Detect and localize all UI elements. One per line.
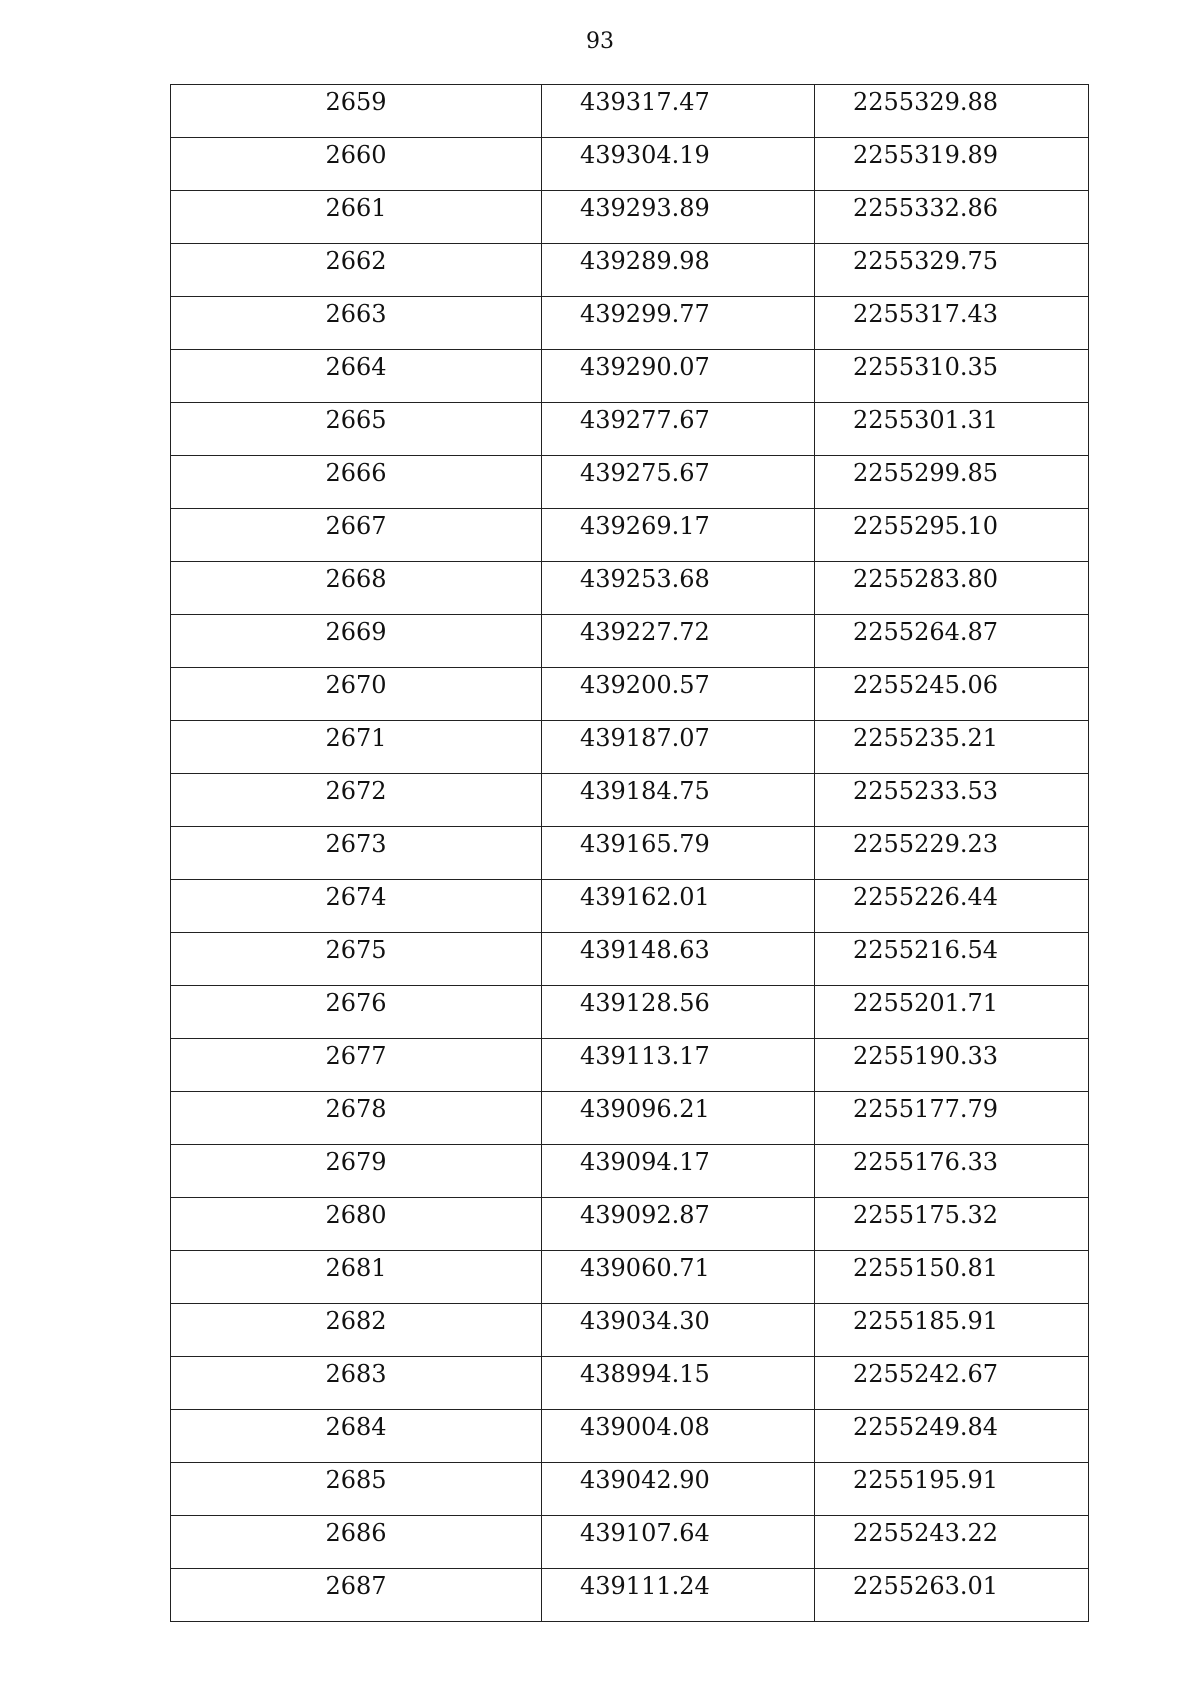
x-coordinate-cell (542, 615, 815, 668)
table-row (171, 244, 1089, 297)
table-row (171, 456, 1089, 509)
cell-value: 439299.77 (580, 300, 710, 328)
cell-value: 2665 (325, 406, 387, 434)
cell-value: 2255301.31 (853, 406, 999, 434)
y-coordinate-cell (815, 191, 1089, 244)
x-coordinate-cell (542, 1410, 815, 1463)
cell-value: 439304.19 (580, 141, 710, 169)
cell-value: 2255216.54 (853, 936, 999, 964)
cell-value: 439004.08 (580, 1413, 710, 1441)
cell-value: 2255190.33 (853, 1042, 999, 1070)
y-coordinate-cell (815, 774, 1089, 827)
table-row (171, 350, 1089, 403)
y-coordinate-cell (815, 1516, 1089, 1569)
table-row (171, 1463, 1089, 1516)
coordinates-table (170, 84, 1089, 1622)
x-coordinate-cell (542, 986, 815, 1039)
table-row (171, 1569, 1089, 1622)
table-row (171, 1357, 1089, 1410)
cell-value: 2255185.91 (853, 1307, 999, 1335)
table-row (171, 403, 1089, 456)
y-coordinate-cell (815, 509, 1089, 562)
y-coordinate-cell (815, 1463, 1089, 1516)
y-coordinate-cell (815, 1357, 1089, 1410)
cell-value: 2686 (325, 1519, 387, 1547)
x-coordinate-cell (542, 1463, 815, 1516)
table-row (171, 1198, 1089, 1251)
cell-value: 2255226.44 (853, 883, 999, 911)
x-coordinate-cell (542, 668, 815, 721)
cell-value: 2670 (325, 671, 387, 699)
x-coordinate-cell (542, 562, 815, 615)
y-coordinate-cell (815, 721, 1089, 774)
y-coordinate-cell (815, 615, 1089, 668)
x-coordinate-cell (542, 297, 815, 350)
point-number-cell (171, 403, 542, 456)
point-number-cell (171, 1569, 542, 1622)
table-row (171, 297, 1089, 350)
x-coordinate-cell (542, 1145, 815, 1198)
cell-value: 2255329.88 (853, 88, 999, 116)
table-row (171, 1039, 1089, 1092)
table-row (171, 615, 1089, 668)
x-coordinate-cell (542, 1198, 815, 1251)
cell-value: 439111.24 (580, 1572, 710, 1600)
y-coordinate-cell (815, 1145, 1089, 1198)
cell-value: 2255299.85 (853, 459, 999, 487)
cell-value: 2683 (325, 1360, 387, 1388)
cell-value: 2255233.53 (853, 777, 999, 805)
point-number-cell (171, 1251, 542, 1304)
y-coordinate-cell (815, 1039, 1089, 1092)
x-coordinate-cell (542, 191, 815, 244)
y-coordinate-cell (815, 403, 1089, 456)
x-coordinate-cell (542, 509, 815, 562)
cell-value: 2663 (325, 300, 387, 328)
point-number-cell (171, 562, 542, 615)
cell-value: 439094.17 (580, 1148, 710, 1176)
cell-value: 439269.17 (580, 512, 710, 540)
y-coordinate-cell (815, 668, 1089, 721)
point-number-cell (171, 1304, 542, 1357)
cell-value: 2668 (325, 565, 387, 593)
cell-value: 2255310.35 (853, 353, 999, 381)
cell-value: 2682 (325, 1307, 387, 1335)
cell-value: 2255242.67 (853, 1360, 999, 1388)
cell-value: 2255319.89 (853, 141, 999, 169)
point-number-cell (171, 986, 542, 1039)
point-number-cell (171, 721, 542, 774)
cell-value: 2666 (325, 459, 387, 487)
cell-value: 2661 (325, 194, 387, 222)
y-coordinate-cell (815, 1304, 1089, 1357)
cell-value: 439148.63 (580, 936, 710, 964)
point-number-cell (171, 1145, 542, 1198)
cell-value: 2671 (325, 724, 387, 752)
y-coordinate-cell (815, 827, 1089, 880)
y-coordinate-cell (815, 880, 1089, 933)
cell-value: 439165.79 (580, 830, 710, 858)
cell-value: 2669 (325, 618, 387, 646)
x-coordinate-cell (542, 350, 815, 403)
cell-value: 2255283.80 (853, 565, 999, 593)
y-coordinate-cell (815, 1198, 1089, 1251)
table-row (171, 986, 1089, 1039)
cell-value: 439317.47 (580, 88, 710, 116)
cell-value: 2255201.71 (853, 989, 999, 1017)
cell-value: 438994.15 (580, 1360, 710, 1388)
point-number-cell (171, 668, 542, 721)
cell-value: 2678 (325, 1095, 387, 1123)
table-row (171, 933, 1089, 986)
cell-value: 2255295.10 (853, 512, 999, 540)
point-number-cell (171, 880, 542, 933)
table-row (171, 668, 1089, 721)
cell-value: 2255245.06 (853, 671, 999, 699)
cell-value: 439289.98 (580, 247, 710, 275)
point-number-cell (171, 1092, 542, 1145)
cell-value: 2662 (325, 247, 387, 275)
x-coordinate-cell (542, 1092, 815, 1145)
y-coordinate-cell (815, 297, 1089, 350)
y-coordinate-cell (815, 933, 1089, 986)
cell-value: 2672 (325, 777, 387, 805)
cell-value: 439092.87 (580, 1201, 710, 1229)
y-coordinate-cell (815, 138, 1089, 191)
cell-value: 439034.30 (580, 1307, 710, 1335)
table-row (171, 138, 1089, 191)
cell-value: 2679 (325, 1148, 387, 1176)
cell-value: 2660 (325, 141, 387, 169)
point-number-cell (171, 85, 542, 138)
cell-value: 2255264.87 (853, 618, 999, 646)
x-coordinate-cell (542, 1304, 815, 1357)
y-coordinate-cell (815, 986, 1089, 1039)
table-row (171, 562, 1089, 615)
cell-value: 2680 (325, 1201, 387, 1229)
point-number-cell (171, 509, 542, 562)
point-number-cell (171, 933, 542, 986)
point-number-cell (171, 350, 542, 403)
x-coordinate-cell (542, 880, 815, 933)
cell-value: 2681 (325, 1254, 387, 1282)
table-row (171, 1304, 1089, 1357)
x-coordinate-cell (542, 1569, 815, 1622)
x-coordinate-cell (542, 138, 815, 191)
table-row (171, 1410, 1089, 1463)
cell-value: 2255175.32 (853, 1201, 999, 1229)
cell-value: 2255332.86 (853, 194, 999, 222)
x-coordinate-cell (542, 933, 815, 986)
x-coordinate-cell (542, 1516, 815, 1569)
cell-value: 2255249.84 (853, 1413, 999, 1441)
point-number-cell (171, 138, 542, 191)
cell-value: 2659 (325, 88, 387, 116)
table-row (171, 1092, 1089, 1145)
page-number: 93 (586, 29, 614, 54)
table-row (171, 774, 1089, 827)
point-number-cell (171, 1410, 542, 1463)
y-coordinate-cell (815, 562, 1089, 615)
cell-value: 2684 (325, 1413, 387, 1441)
x-coordinate-cell (542, 403, 815, 456)
cell-value: 2677 (325, 1042, 387, 1070)
cell-value: 2255317.43 (853, 300, 999, 328)
table-row (171, 1251, 1089, 1304)
cell-value: 2255195.91 (853, 1466, 999, 1494)
y-coordinate-cell (815, 1251, 1089, 1304)
table-row (171, 509, 1089, 562)
cell-value: 2687 (325, 1572, 387, 1600)
x-coordinate-cell (542, 1039, 815, 1092)
y-coordinate-cell (815, 244, 1089, 297)
cell-value: 439060.71 (580, 1254, 710, 1282)
point-number-cell (171, 774, 542, 827)
point-number-cell (171, 244, 542, 297)
point-number-cell (171, 1039, 542, 1092)
x-coordinate-cell (542, 85, 815, 138)
cell-value: 2255177.79 (853, 1095, 999, 1123)
cell-value: 439275.67 (580, 459, 710, 487)
cell-value: 439162.01 (580, 883, 710, 911)
cell-value: 439293.89 (580, 194, 710, 222)
point-number-cell (171, 1357, 542, 1410)
cell-value: 439227.72 (580, 618, 710, 646)
y-coordinate-cell (815, 1092, 1089, 1145)
cell-value: 2673 (325, 830, 387, 858)
cell-value: 2685 (325, 1466, 387, 1494)
table-row (171, 880, 1089, 933)
cell-value: 2664 (325, 353, 387, 381)
x-coordinate-cell (542, 244, 815, 297)
cell-value: 439290.07 (580, 353, 710, 381)
y-coordinate-cell (815, 1569, 1089, 1622)
cell-value: 439113.17 (580, 1042, 710, 1070)
cell-value: 2255263.01 (853, 1572, 999, 1600)
x-coordinate-cell (542, 774, 815, 827)
cell-value: 2255235.21 (853, 724, 999, 752)
point-number-cell (171, 297, 542, 350)
x-coordinate-cell (542, 721, 815, 774)
cell-value: 439253.68 (580, 565, 710, 593)
x-coordinate-cell (542, 456, 815, 509)
cell-value: 2674 (325, 883, 387, 911)
cell-value: 439107.64 (580, 1519, 710, 1547)
y-coordinate-cell (815, 85, 1089, 138)
cell-value: 2676 (325, 989, 387, 1017)
table-row (171, 191, 1089, 244)
cell-value: 439200.57 (580, 671, 710, 699)
cell-value: 2255176.33 (853, 1148, 999, 1176)
cell-value: 2255243.22 (853, 1519, 999, 1547)
cell-value: 439042.90 (580, 1466, 710, 1494)
table-row (171, 1145, 1089, 1198)
point-number-cell (171, 827, 542, 880)
cell-value: 439277.67 (580, 406, 710, 434)
cell-value: 2255329.75 (853, 247, 999, 275)
x-coordinate-cell (542, 827, 815, 880)
y-coordinate-cell (815, 350, 1089, 403)
point-number-cell (171, 1463, 542, 1516)
cell-value: 439184.75 (580, 777, 710, 805)
y-coordinate-cell (815, 1410, 1089, 1463)
cell-value: 2675 (325, 936, 387, 964)
table-row (171, 1516, 1089, 1569)
point-number-cell (171, 191, 542, 244)
table-row (171, 85, 1089, 138)
table-row (171, 827, 1089, 880)
table-row (171, 721, 1089, 774)
y-coordinate-cell (815, 456, 1089, 509)
point-number-cell (171, 615, 542, 668)
point-number-cell (171, 1198, 542, 1251)
coordinates-table-body (171, 85, 1089, 1622)
cell-value: 439096.21 (580, 1095, 710, 1123)
x-coordinate-cell (542, 1251, 815, 1304)
cell-value: 439128.56 (580, 989, 710, 1017)
cell-value: 2255229.23 (853, 830, 999, 858)
point-number-cell (171, 1516, 542, 1569)
cell-value: 2667 (325, 512, 387, 540)
cell-value: 439187.07 (580, 724, 710, 752)
point-number-cell (171, 456, 542, 509)
cell-value: 2255150.81 (853, 1254, 999, 1282)
x-coordinate-cell (542, 1357, 815, 1410)
